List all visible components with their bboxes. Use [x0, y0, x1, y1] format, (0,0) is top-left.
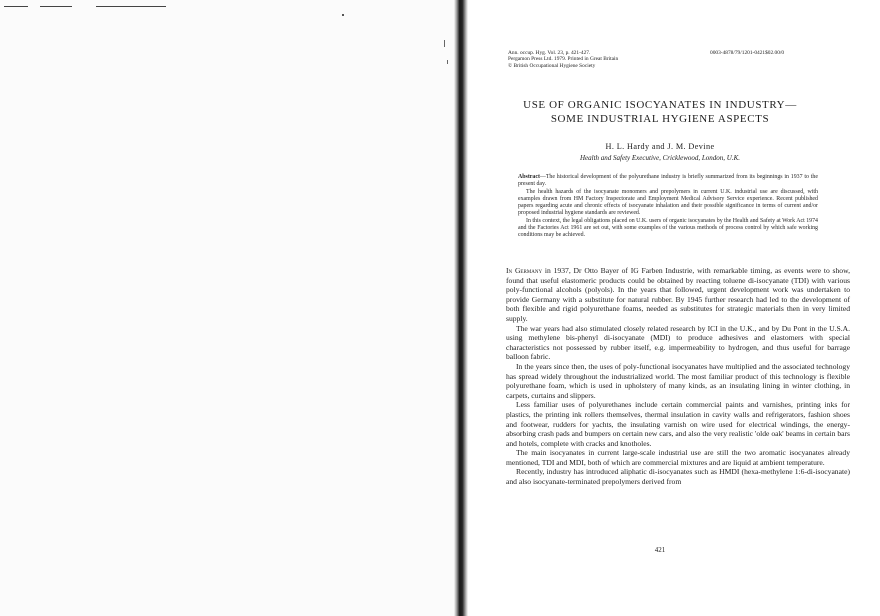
abstract-heading: Abstract [518, 174, 540, 180]
abstract-paragraph: The health hazards of the isocyanate monomers and prepolymers in current U.K. industrial use are discussed, with examples drawn from HM Factory Inspectorate and Employment Medical Advisory Service experience. Recent published papers regarding acute and chronic effects of isocyanate inhalation and their possible significance in terms of current and/or proposed industrial hygiene standards are reviewed. [518, 188, 818, 217]
author-affiliation: Health and Safety Executive, Cricklewood, London, U.K. [580, 154, 740, 162]
page-number: 421 [654, 546, 666, 554]
abstract-paragraph: —The historical development of the polyurethane industry is briefly summarized from its beginnings in 1937 to the present day. [518, 174, 818, 188]
journal-publisher: Pergamon Press Ltd. 1979. Printed in Great Britain [508, 56, 619, 63]
article-body [506, 266, 850, 487]
abstract-paragraph: In this context, the legal obligations placed on U.K. users of organic isocyanates by the Health and Safety at Work Act 1974 and the Factories Act 1961 are set out, with some examples of the various methods of process control by which safe working conditions may be achieved. [518, 217, 818, 239]
journal-header [508, 50, 618, 69]
article-title [480, 98, 840, 126]
scan-speck [342, 14, 344, 16]
abstract [518, 174, 818, 240]
scan-mark [447, 60, 448, 64]
article-page [470, 0, 880, 616]
article-authors: H. L. Hardy and J. M. Devine [605, 142, 715, 151]
body-paragraph: The war years had also stimulated closely related research by ICI in the U.K., and by Du Pont in the U.S.A. using methylene bis-phenyl di-isocyanate (MDI) to produce adhesives and elastomers with special characteristics not possessed by rubber itself, e.g. impermeability to hydrogen, and thus useful for barrage balloon fabric. [506, 323, 850, 362]
body-paragraph: Recently, industry has introduced aliphatic di-isocyanates such as HMDI (hexa-methylene 1:6-di-isocyanate) and also isocyanate-terminated prepolymers derived from [506, 467, 850, 487]
title-line: SOME INDUSTRIAL HYGIENE ASPECTS [550, 113, 770, 125]
journal-copyright: © British Occupational Hygiene Society [508, 62, 596, 69]
journal-issn: 0003-4878/79/1201-0421$02.00/0 [710, 50, 785, 56]
scan-mark [444, 40, 445, 47]
lead-in: In Germany [506, 266, 543, 275]
scan-rule [96, 6, 166, 7]
body-paragraph: in 1937, Dr Otto Bayer of IG Farben Industrie, with remarkable timing, as events were to show, found that useful elastomeric products could be obtained by reacting toluene di-isocyanate (TDI) with various poly-functional alcohols (polyols). In the years that followed, urgent development work was undertaken to provide Germany with a substitute for natural rubber. By 1945 further research had led to the development of both flexible and rigid polyurethane foams, needed as substitutes for strategic materials then in very limited supply. [506, 266, 850, 323]
book-gutter [454, 0, 468, 616]
scan-rule [40, 6, 72, 7]
body-paragraph: The main isocyanates in current large-scale industrial use are still the two aromatic isocyanates already mentioned, TDI and MDI, both of which are commercial mixtures and are liquid at ambient temperature. [506, 448, 850, 467]
body-paragraph: Less familiar uses of polyurethanes include certain commercial paints and varnishes, printing inks for plastics, the printing ink rollers themselves, thermal insulation in cavity walls and refrigerators, fashion shoes and footwear, rudders for yachts, the insulating varnish on wire used for electrical windings, the energy-absorbing crash pads and bumpers on certain new cars, and also the very realistic 'olde oak' beams in certain bars and hotels, complete with cracks and knotholes. [506, 400, 850, 448]
scan-rule [4, 6, 28, 7]
body-paragraph: In the years since then, the uses of poly-functional isocyanates have multiplied and the associated technology has spread widely throughout the industrialized world. The most familiar product of this technology is flexible polyurethane foam, which is used in upholstery of many kinds, as an insulating lining in winter clothing, in carpets, curtains and slippers. [506, 361, 850, 400]
title-line: USE OF ORGANIC ISOCYANATES IN INDUSTRY— [523, 99, 797, 111]
journal-citation: Ann. occup. Hyg. Vol. 23, p. 421-427. [508, 50, 591, 56]
